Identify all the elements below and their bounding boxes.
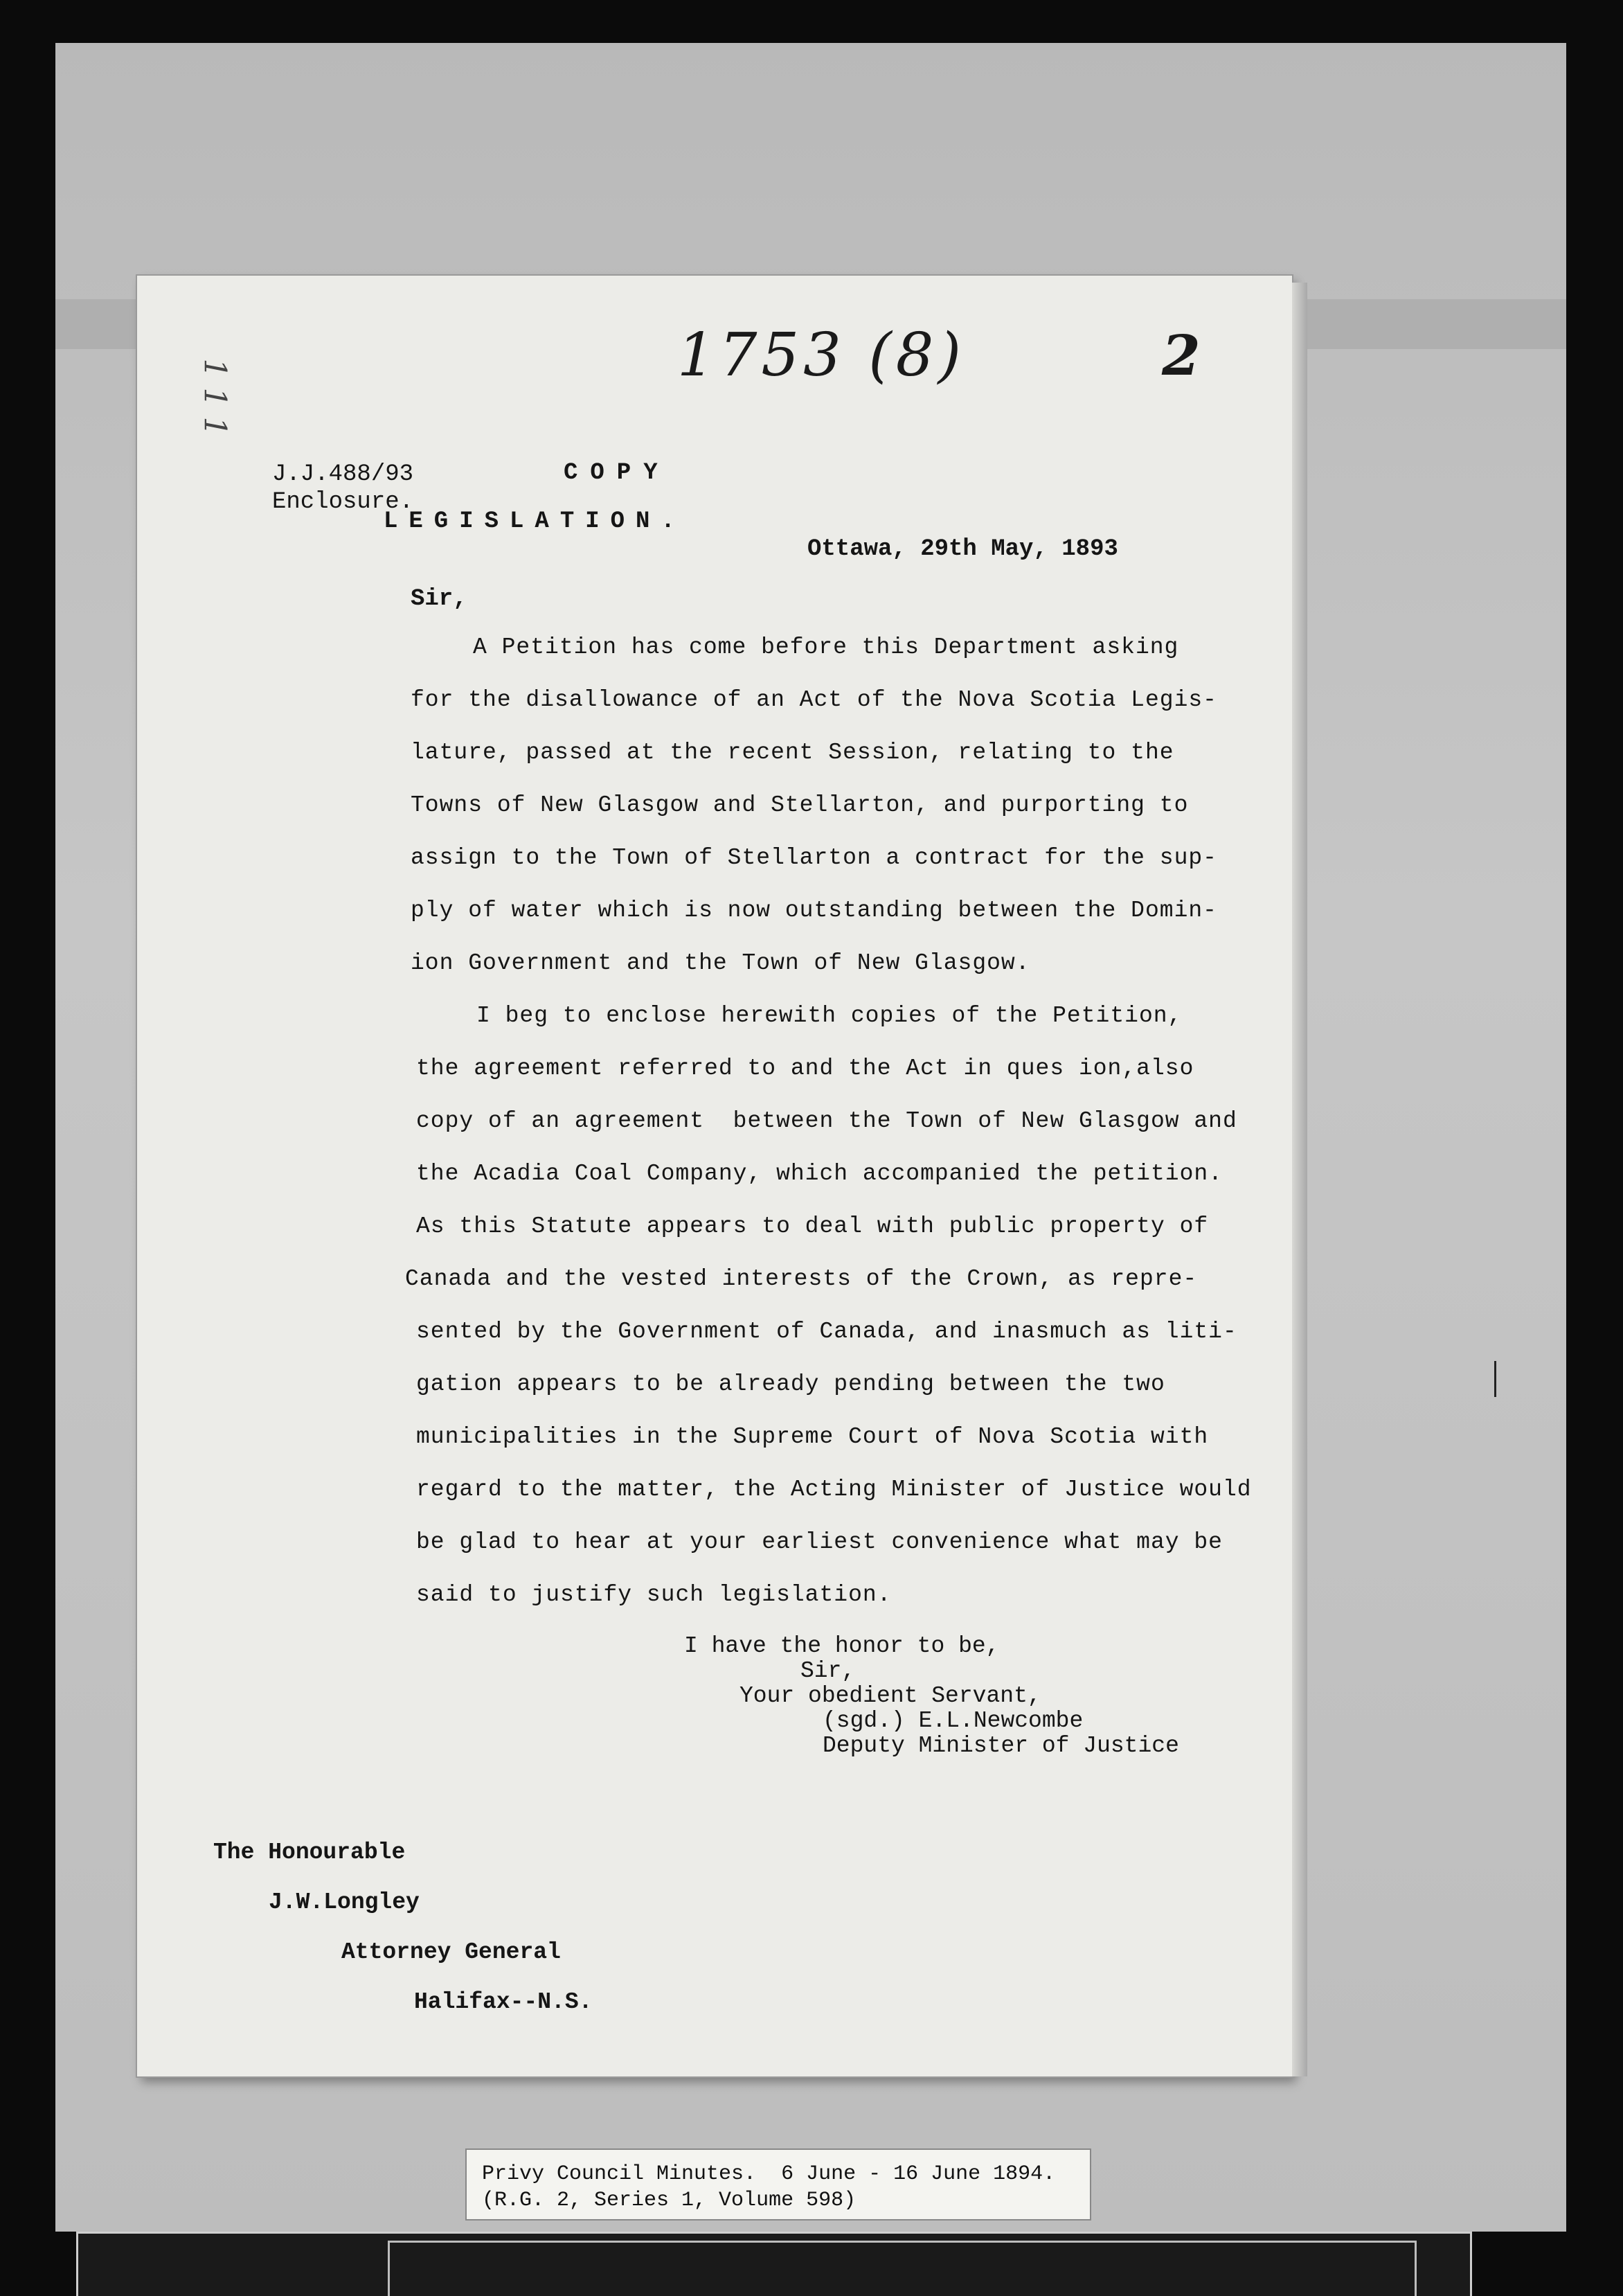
- addressee-line: Attorney General: [341, 1939, 561, 1965]
- enclosure-label: Enclosure.: [272, 489, 414, 515]
- caption-line: Privy Council Minutes. 6 June - 16 June 1894.: [482, 2162, 1056, 2186]
- margin-tick: [1494, 1361, 1496, 1397]
- reference-line: J.J.488/93: [272, 461, 414, 488]
- body-line: gation appears to be already pending between the two: [416, 1371, 1165, 1397]
- body-line: be glad to hear at your earliest convenience what may be: [416, 1529, 1223, 1555]
- body-line: As this Statute appears to deal with public property of: [416, 1213, 1209, 1239]
- body-line: ply of water which is now outstanding between the Domin-: [411, 898, 1217, 923]
- body-line: Canada and the vested interests of the Crown, as repre-: [405, 1266, 1198, 1292]
- copy-heading: COPY: [564, 460, 670, 486]
- body-line: lature, passed at the recent Session, relating to the: [411, 740, 1174, 765]
- body-line: A Petition has come before this Department asking: [473, 634, 1179, 660]
- body-line: copy of an agreement between the Town of New Glasgow and: [416, 1108, 1237, 1134]
- film-frame-inner-border: [388, 2241, 1417, 2296]
- body-line: the Acadia Coal Company, which accompanied the petition.: [416, 1161, 1223, 1186]
- addressee-line: J.W.Longley: [269, 1889, 420, 1915]
- body-line: regard to the matter, the Acting Minister of Justice would: [416, 1477, 1252, 1502]
- body-line: assign to the Town of Stellarton a contract for the sup-: [411, 845, 1217, 871]
- body-line: ion Government and the Town of New Glasgow.: [411, 950, 1030, 976]
- caption-line: (R.G. 2, Series 1, Volume 598): [482, 2189, 857, 2212]
- page-edge: [1292, 283, 1307, 2076]
- body-line: I beg to enclose herewith copies of the Petition,: [476, 1003, 1183, 1029]
- closing-line: I have the honor to be,: [684, 1633, 1000, 1659]
- body-line: sented by the Government of Canada, and inasmuch as liti-: [416, 1319, 1237, 1344]
- signatory-title: Deputy Minister of Justice: [823, 1733, 1179, 1759]
- addressee-line: Halifax--N.S.: [414, 1989, 593, 2015]
- signature-line: (sgd.) E.L.Newcombe: [823, 1708, 1084, 1734]
- handwritten-reference-number: 1753 (8): [677, 321, 966, 390]
- archive-caption: [465, 2148, 1091, 2221]
- handwritten-page-mark: 2: [1162, 323, 1201, 388]
- body-line: for the disallowance of an Act of the Nova Scotia Legis-: [411, 687, 1217, 713]
- body-line: municipalities in the Supreme Court of Nova Scotia with: [416, 1424, 1209, 1450]
- body-line: said to justify such legislation.: [416, 1582, 892, 1608]
- place-date: Ottawa, 29th May, 1893: [807, 536, 1118, 562]
- letter-page: [137, 276, 1292, 2076]
- closing-line: Your obedient Servant,: [739, 1683, 1041, 1709]
- margin-mark: 1 1 1: [197, 358, 233, 436]
- body-line: the agreement referred to and the Act in ques ion,also: [416, 1056, 1194, 1081]
- body-line: Towns of New Glasgow and Stellarton, and purporting to: [411, 792, 1189, 818]
- closing-line: Sir,: [800, 1658, 856, 1684]
- legislation-heading: LEGISLATION.: [384, 508, 686, 535]
- addressee-line: The Honourable: [213, 1840, 406, 1865]
- salutation: Sir,: [411, 586, 467, 612]
